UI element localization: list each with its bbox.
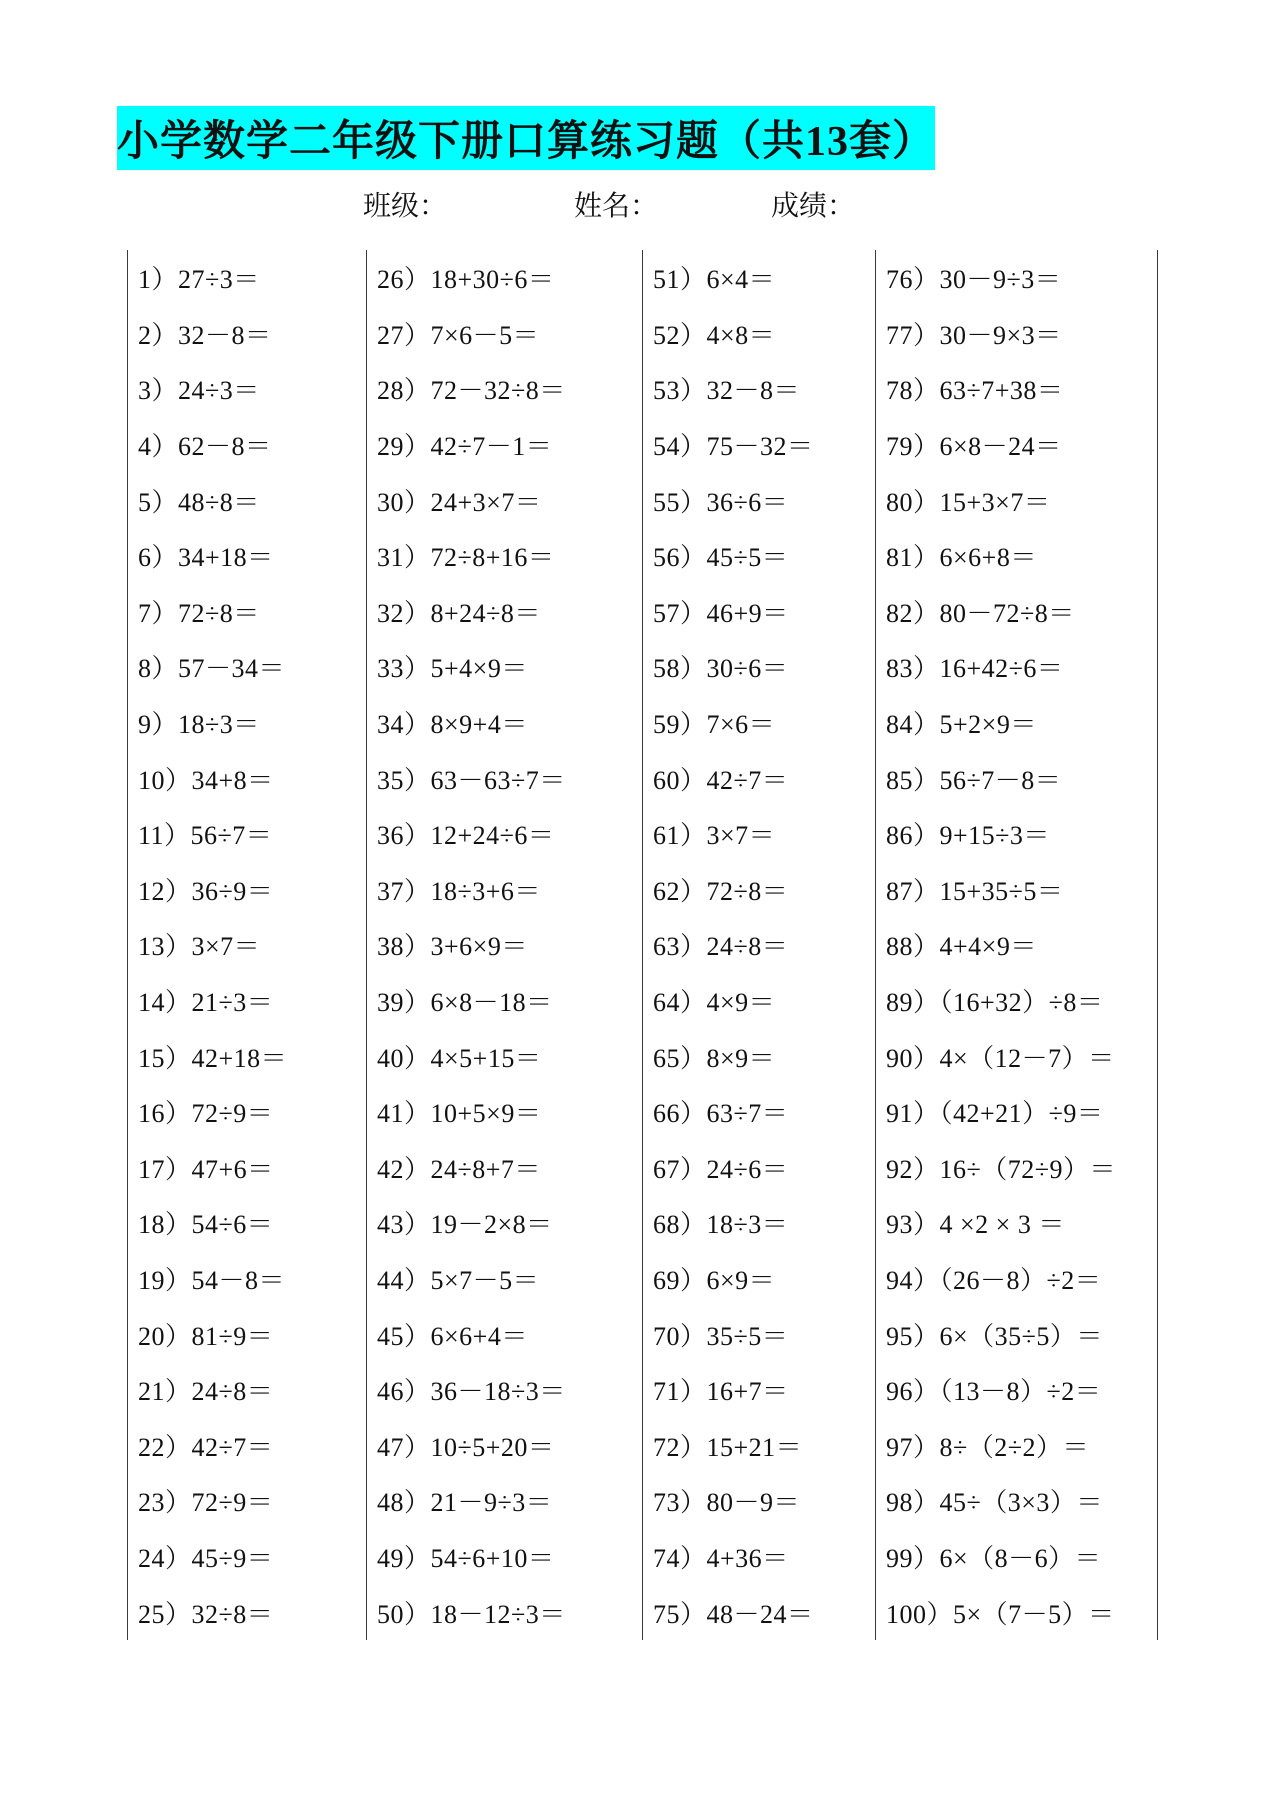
problem-item: 37）18÷3+6＝	[377, 876, 541, 906]
problem-item: 86）9+15÷3＝	[886, 821, 1050, 851]
problem-item: 100）5×（7－5）＝	[886, 1599, 1115, 1629]
score-field-label: 成绩：	[771, 191, 856, 222]
problem-item: 22）42÷7＝	[138, 1432, 274, 1462]
problem-column-3	[642, 250, 875, 1640]
problem-item: 55）36÷6＝	[653, 487, 789, 517]
problem-item: 45）6×6+4＝	[377, 1321, 528, 1351]
problem-item: 14）21÷3＝	[138, 988, 274, 1018]
problem-item: 66）63÷7＝	[653, 1099, 789, 1129]
problem-item: 69）6×9＝	[653, 1265, 776, 1295]
problem-item: 39）6×8－18＝	[377, 988, 553, 1018]
problem-item: 43）19－2×8＝	[377, 1210, 553, 1240]
problem-item: 46）36－18÷3＝	[377, 1377, 566, 1407]
problem-item: 91）（42+21）÷9＝	[886, 1099, 1104, 1129]
problem-item: 52）4×8＝	[653, 320, 776, 350]
problem-item: 77）30－9×3＝	[886, 320, 1062, 350]
problem-item: 74）4+36＝	[653, 1543, 789, 1573]
problem-item: 33）5+4×9＝	[377, 654, 528, 684]
worksheet-title-banner	[117, 106, 935, 170]
problem-item: 41）10+5×9＝	[377, 1099, 542, 1129]
problem-item: 50）18－12÷3＝	[377, 1599, 566, 1629]
problem-item: 53）32－8＝	[653, 376, 801, 406]
problem-item: 51）6×4＝	[653, 265, 776, 295]
problem-item: 99）6×（8－6）＝	[886, 1543, 1102, 1573]
problem-item: 17）47+6＝	[138, 1154, 274, 1184]
problem-item: 95）6×（35÷5）＝	[886, 1321, 1103, 1351]
problem-item: 98）45÷（3×3）＝	[886, 1488, 1103, 1518]
problem-item: 31）72÷8+16＝	[377, 543, 555, 573]
worksheet-title: 小学数学二年级下册口算练习题（共13套）	[117, 119, 936, 165]
problem-item: 2）32－8＝	[138, 320, 272, 350]
problem-item: 48）21－9÷3＝	[377, 1488, 553, 1518]
problem-item: 60）42÷7＝	[653, 765, 789, 795]
problem-item: 65）8×9＝	[653, 1043, 776, 1073]
problem-item: 32）8+24÷8＝	[377, 598, 541, 628]
problem-item: 73）80－9＝	[653, 1488, 801, 1518]
problem-item: 35）63－63÷7＝	[377, 765, 566, 795]
problem-item: 30）24+3×7＝	[377, 487, 542, 517]
problem-item: 90）4×（12－7）＝	[886, 1043, 1115, 1073]
class-field-label: 班级：	[363, 191, 448, 222]
problem-item: 7）72÷8＝	[138, 598, 260, 628]
problem-item: 61）3×7＝	[653, 821, 776, 851]
problem-item: 15）42+18＝	[138, 1043, 288, 1073]
problem-item: 19）54－8＝	[138, 1265, 286, 1295]
problems-grid	[127, 250, 1158, 1640]
problem-item: 49）54÷6+10＝	[377, 1543, 555, 1573]
problem-item: 18）54÷6＝	[138, 1210, 274, 1240]
problem-item: 13）3×7＝	[138, 932, 261, 962]
problem-item: 8）57－34＝	[138, 654, 286, 684]
problem-item: 62）72÷8＝	[653, 876, 789, 906]
problem-item: 59）7×6＝	[653, 710, 776, 740]
problem-item: 28）72－32÷8＝	[377, 376, 566, 406]
problem-item: 26）18+30÷6＝	[377, 265, 555, 295]
problem-item: 88）4+4×9＝	[886, 932, 1037, 962]
problem-column-2	[366, 250, 642, 1640]
name-field-label: 姓名：	[574, 191, 659, 222]
problem-item: 27）7×6－5＝	[377, 320, 540, 350]
problem-item: 42）24÷8+7＝	[377, 1154, 541, 1184]
problem-item: 67）24÷6＝	[653, 1154, 789, 1184]
problem-item: 36）12+24÷6＝	[377, 821, 555, 851]
problem-item: 44）5×7－5＝	[377, 1265, 540, 1295]
problem-item: 56）45÷5＝	[653, 543, 789, 573]
problem-item: 57）46+9＝	[653, 598, 789, 628]
problem-item: 68）18÷3＝	[653, 1210, 789, 1240]
problem-item: 40）4×5+15＝	[377, 1043, 542, 1073]
problem-column-4	[875, 250, 1158, 1640]
problem-item: 89）（16+32）÷8＝	[886, 988, 1104, 1018]
problem-item: 25）32÷8＝	[138, 1599, 274, 1629]
problem-item: 34）8×9+4＝	[377, 710, 528, 740]
problem-item: 93）4 ×2 × 3 ＝	[886, 1210, 1065, 1240]
problem-item: 23）72÷9＝	[138, 1488, 274, 1518]
problem-item: 10）34+8＝	[138, 765, 274, 795]
problem-item: 24）45÷9＝	[138, 1543, 274, 1573]
problem-item: 38）3+6×9＝	[377, 932, 528, 962]
problem-item: 83）16+42÷6＝	[886, 654, 1064, 684]
problem-item: 47）10÷5+20＝	[377, 1432, 555, 1462]
problem-item: 76）30－9÷3＝	[886, 265, 1062, 295]
problem-item: 96）（13－8）÷2＝	[886, 1377, 1102, 1407]
problem-item: 9）18÷3＝	[138, 710, 260, 740]
problem-item: 5）48÷8＝	[138, 487, 260, 517]
problem-item: 64）4×9＝	[653, 988, 776, 1018]
problem-item: 21）24÷8＝	[138, 1377, 274, 1407]
problem-item: 97）8÷（2÷2）＝	[886, 1432, 1090, 1462]
problem-item: 75）48－24＝	[653, 1599, 814, 1629]
problem-item: 78）63÷7+38＝	[886, 376, 1064, 406]
problem-item: 72）15+21＝	[653, 1432, 803, 1462]
problem-item: 80）15+3×7＝	[886, 487, 1051, 517]
problem-item: 82）80－72÷8＝	[886, 598, 1075, 628]
student-info-row	[363, 184, 855, 224]
problem-item: 11）56÷7＝	[138, 821, 273, 851]
problem-item: 84）5+2×9＝	[886, 710, 1037, 740]
problem-item: 20）81÷9＝	[138, 1321, 274, 1351]
problem-item: 85）56÷7－8＝	[886, 765, 1062, 795]
problem-item: 81）6×6+8＝	[886, 543, 1037, 573]
problem-item: 79）6×8－24＝	[886, 432, 1062, 462]
problem-item: 71）16+7＝	[653, 1377, 789, 1407]
problem-item: 63）24÷8＝	[653, 932, 789, 962]
problem-item: 87）15+35÷5＝	[886, 876, 1064, 906]
problem-item: 92）16÷（72÷9）＝	[886, 1154, 1117, 1184]
problem-item: 12）36÷9＝	[138, 876, 274, 906]
problem-item: 16）72÷9＝	[138, 1099, 274, 1129]
problem-item: 58）30÷6＝	[653, 654, 789, 684]
problem-column-1	[127, 250, 366, 1640]
problem-item: 29）42÷7－1＝	[377, 432, 553, 462]
problem-item: 6）34+18＝	[138, 543, 274, 573]
problem-item: 54）75－32＝	[653, 432, 814, 462]
problem-item: 4）62－8＝	[138, 432, 272, 462]
problem-item: 94）（26－8）÷2＝	[886, 1265, 1102, 1295]
problem-item: 1）27÷3＝	[138, 265, 260, 295]
problem-item: 3）24÷3＝	[138, 376, 260, 406]
problem-item: 70）35÷5＝	[653, 1321, 789, 1351]
